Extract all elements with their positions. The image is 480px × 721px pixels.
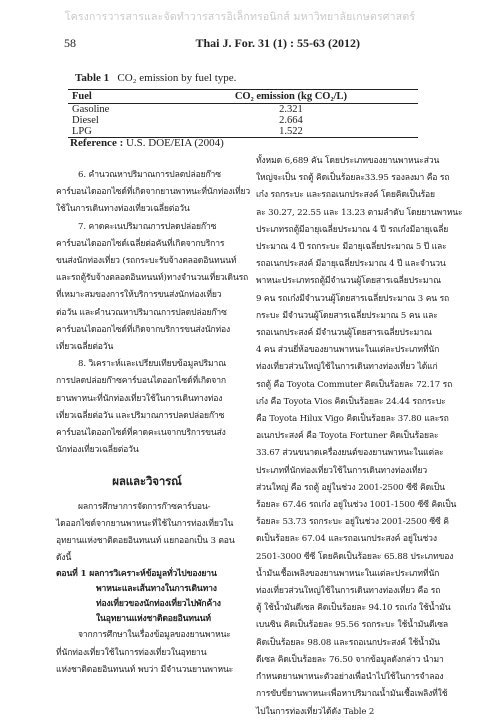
text-line: ขนส่งนักท่องเที่ยว (รถกระบะรับจ้างตลอดอินทนนท์	[56, 256, 237, 267]
text-line: ดีเซล คิดเป็นร้อยละ 76.50 จากข้อมูลดังกล่าว นำมา	[256, 654, 444, 665]
text-line: ไดออกไซด์จากยานพาหนะที่ใช้ในการท่องเที่ยวใน	[56, 518, 234, 529]
text-line: ที่เหมาะสมของการให้บริการขนส่งนักท่องเที่ยว	[56, 290, 222, 301]
text-line: เที่ยวเฉลี่ยต่อวัน และปริมาณการปลดปล่อยก๊าซ	[56, 410, 225, 421]
fuel-cell: LPG	[68, 126, 164, 138]
column-header-fuel: Fuel	[68, 90, 164, 104]
left-column	[56, 153, 251, 679]
table-row	[68, 115, 418, 126]
text-line: 2501-3000 ซีซี โดยคิดเป็นร้อยละ 65.88 ประเภทของ	[256, 551, 454, 562]
paragraph-step-8	[56, 356, 238, 459]
text-line: การขับขี่ยานพาหนะเพื่อหาปริมาณน้ำมันเชื้อเพลิงที่ใช้	[256, 689, 448, 700]
text-line: รถอเนกประสงค์ มีจำนวนผู้โดยสารเฉลี่ยประมาณ	[256, 328, 432, 339]
text-line: คิดเป็นร้อยละ 98.08 และรถอเนกประสงค์ ใช้น้ำมัน	[256, 637, 440, 648]
section-title: ผลและวิจารณ์	[112, 474, 182, 489]
fuel-cell: Diesel	[72, 115, 99, 126]
text-line: 7. คาดคะเนปริมาณการปลดปล่อยก๊าซ	[78, 221, 217, 232]
text-line: ทั้งหมด 6,689 คัน โดยประเภทของยานพาหนะส่วน	[256, 156, 440, 166]
text-line: ยานพาหนะที่นักท่องเที่ยวใช้ในการเดินทางท่อง	[56, 393, 223, 404]
text-line: ส่วนใหญ่ คือ รถตู้ อยู่ในช่วง 2001-2500 ซีซี คิดเป็น	[256, 482, 445, 493]
text-line: นักท่องเที่ยวเฉลี่ยต่อวัน	[56, 445, 139, 456]
text-line: 6. คำนวณหาปริมาณการปลดปล่อยก๊าซ	[78, 170, 221, 180]
right-column	[256, 153, 463, 721]
text-line: ใหญ่จะเป็น รถตู้ คิดเป็นร้อยละ33.95 รองลงมา คือ รถ	[256, 173, 450, 184]
text-line: ตู้ ใช้น้ำมันดีเซล คิดเป็นร้อยละ 94.10 รถเก๋ง ใช้น้ำมัน	[256, 603, 451, 614]
text-line: ตอนที่ 1 ผลการวิเคราะห์ข้อมูลทั่วไปของยาน	[56, 569, 217, 580]
paragraph-results	[56, 627, 238, 679]
emission-cell: 1.522	[164, 126, 418, 138]
text-line: กระบะ มีจำนวนผู้โดยสารเฉลี่ยประมาณ 5 คน และ	[256, 310, 438, 321]
text-line: จากการศึกษาในเรื่องข้อมูลของยานพาหนะ	[78, 630, 231, 641]
text-line: คาร์บอนไดออกไซด์เฉลี่ยต่อคันที่เกิดจากบริการ	[56, 238, 225, 249]
text-line: คาร์บอนไดออกไซด์ที่เกิดจากยานพาหนะที่นักท่องเที่ยว	[56, 187, 251, 198]
text-line: ผลการศึกษาการจัดการก๊าซคาร์บอน-	[78, 501, 211, 512]
text-line: ดังนี้	[56, 553, 72, 564]
text-line: ร้อยละ 53.73 รถกระบะ อยู่ในช่วง 2001-2500 ซีซี คิ	[256, 517, 449, 528]
text-line: 9 คน รถเก๋งมีจำนวนผู้โดยสารเฉลี่ยประมาณ 3 คน รถ	[256, 293, 450, 304]
text-line: ใช้ในการเดินทางท่องเที่ยวเฉลี่ยต่อวัน	[56, 204, 190, 215]
text-line: ดเป็นร้อยละ 67.04 และรถอเนกประสงค์ อยู่ในช่วง	[256, 534, 437, 545]
text-line: แห่งชาติดอยอินทนนท์ พบว่า มีจำนวนยานพาหนะ	[56, 664, 234, 675]
text-line: รถตู้ คือ Toyota Commuter คิดเป็นร้อยละ 72.17 รถ	[256, 379, 453, 390]
column-header-emission: CO₂ emission (kg CO₂/L)	[164, 90, 418, 104]
watermark: โครงการวารสารและจัดทำวารสารอิเล็กทรอนิกส์ มหาวิทยาลัยเกษตรศาสตร์	[64, 11, 416, 23]
text-line: พาหนะประเภทรถตู้มีจำนวนผู้โดยสารเฉลี่ยประมาณ	[256, 276, 441, 287]
text-line: และรถตู้รับจ้างตลอดอินทนนท์)ทางจำนวนเที่ยวเดินรถ	[56, 273, 249, 284]
subsection-heading	[56, 567, 238, 627]
text-line: ละ 30.27, 22.55 และ 13.23 ตามลำดับ โดยยานพาหนะ	[256, 207, 463, 218]
section-intro	[56, 499, 238, 568]
text-line: คาร์บอนไดออกไซด์ที่เกิดจากบริการขนส่งนักท่อง	[56, 324, 231, 335]
text-line: พาหนะและเส้นทางในการเดินทาง	[96, 584, 217, 595]
table-caption	[75, 72, 236, 84]
text-line: 33.67 ส่วนขนาดเครื่องยนต์ของยานพาหนะในแต่ละ	[256, 448, 444, 459]
emission-cell: 2.664	[279, 115, 303, 126]
emission-cell: 2.321	[279, 104, 303, 115]
table-reference	[70, 137, 224, 149]
text-line: ประมาณ 4 ปี รถกระบะ มีอายุเฉลี่ยประมาณ 5 ปี และ	[256, 242, 447, 253]
reference-text: U.S. DOE/EIA (2004)	[125, 137, 224, 149]
text-line: เบนซิน คิดเป็นร้อยละ 95.56 รถกระบะ ใช้น้ำมันดีเซล	[256, 620, 449, 631]
text-line: กำหนดยานพาหนะตัวอย่างเพื่อนำไปใช้ในการจำลอง	[256, 672, 444, 683]
text-line: ประเภทที่นักท่องเที่ยวใช้ในการเดินทางท่องเที่ยว	[256, 465, 428, 476]
page-number: 58	[64, 36, 76, 50]
text-line: ท่องเที่ยวของนักท่องเที่ยวไปพักค้าง	[96, 599, 221, 610]
text-line: เก๋ง รถกระบะ และรถอเนกประสงค์ โดยคิดเป็นร้อย	[256, 190, 435, 201]
table-caption-text: CO₂ emission by fuel type.	[117, 72, 237, 84]
paragraph-step-7	[56, 219, 249, 357]
text-line: ที่นักท่องเที่ยวใช้ในการท่องเที่ยวในอุทยาน	[56, 647, 207, 658]
text-line: น้ำมันเชื้อเพลิงของยานพาหนะในแต่ละประเภทที่นัก	[256, 568, 440, 579]
table-row	[68, 126, 418, 138]
text-line: คาร์บอนไดออกไซด์ที่คาดคะเนจากบริการขนส่ง	[56, 428, 226, 439]
text-line: ท่องเที่ยวส่วนใหญ่ใช้ในการเดินทางท่องเที่ยว คือ รถ	[256, 586, 441, 597]
text-line: 4 คน ส่วนยี่ห้อของยานพาหนะในแต่ละประเภทที่นัก	[256, 345, 440, 356]
paragraph-step-6	[56, 167, 251, 219]
text-line: ไปในการท่องเที่ยวได้ดัง Table 2	[256, 706, 375, 717]
text-line: 8. วิเคราะห์และเปรียบเทียบข้อมูลปริมาณ	[78, 359, 227, 370]
text-line: คือ Toyota Hilux Vigo คิดเป็นร้อยละ 37.80 และรถ	[256, 414, 449, 425]
journal-header: Thai J. For. 31 (1) : 55-63 (2012)	[195, 36, 360, 50]
text-line: ในอุทยานแห่งชาติดอยอินทนนท์	[96, 614, 211, 625]
table-row	[68, 104, 418, 116]
text-line: ประเภทรถตู้มีอายุเฉลี่ยประมาณ 4 ปี รถเก๋งมีอายุเฉลี่ย	[256, 224, 449, 235]
text-line: ท่องเที่ยวส่วนใหญ่ใช้ในการเดินทางท่องเที่ยว ได้แก่	[256, 362, 438, 373]
text-line: ร้อยละ 67.46 รถเก๋ง อยู่ในช่วง 1001-1500 ซีซี คิดเป็น	[256, 500, 457, 511]
text-line: การปลดปล่อยก๊าซคาร์บอนไดออกไซด์ที่เกิดจาก	[56, 376, 226, 387]
text-line: เก๋ง คือ Toyota Vios คิดเป็นร้อยละ 24.44 รถกระบะ	[256, 396, 446, 407]
table-caption-label: Table 1	[75, 72, 110, 84]
fuel-emission-table	[68, 89, 418, 138]
text-line: เที่ยวเฉลี่ยต่อวัน	[56, 342, 114, 353]
text-line: รถอเนกประสงค์ มีอายุเฉลี่ยประมาณ 4 ปี และจำนวน	[256, 259, 446, 270]
fuel-cell: Gasoline	[72, 104, 110, 115]
reference-label: Reference :	[70, 137, 124, 149]
text-line: อเนกประสงค์ คือ Toyota Fortuner คิดเป็นร้อยละ	[256, 431, 439, 442]
text-line: ต่อวัน และคำนวณหาปริมาณการปลดปล่อยก๊าซ	[56, 307, 227, 318]
text-line: อุทยานแห่งชาติดอยอินทนนท์ แยกออกเป็น 3 ตอน	[56, 536, 235, 547]
